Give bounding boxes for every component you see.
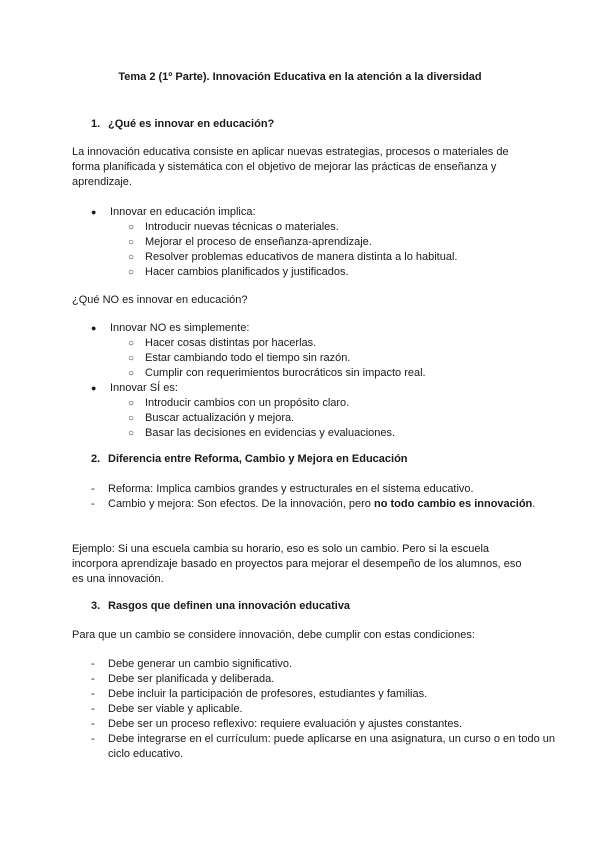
sublist-item: ○ Basar las decisiones en evidencias y evaluaciones. — [145, 426, 580, 441]
innovar-no-es-list — [110, 321, 580, 441]
list-item — [108, 497, 578, 512]
list-item: - Debe ser planificada y deliberada. — [108, 672, 578, 687]
sublist-item: ○ Estar cambiando todo el tiempo sin razón. — [145, 351, 580, 366]
reforma-cambio-list — [108, 482, 578, 512]
sublist — [145, 396, 580, 441]
list-item — [110, 381, 580, 441]
section-3-intro: Para que un cambio se considere innovación, debe cumplir con estas condiciones: — [72, 629, 475, 641]
item-text-end: . — [532, 498, 536, 510]
sublist-item: ○ Cumplir con requerimientos burocráticos sin impacto real. — [145, 366, 580, 381]
sublist-item: ○ Hacer cambios planificados y justificados. — [145, 265, 580, 280]
sublist — [145, 336, 580, 381]
section-1-number: 1. — [91, 118, 101, 130]
section-3-title: Rasgos que definen una innovación educativa — [108, 600, 351, 612]
section-2-heading — [91, 453, 408, 465]
list-item: - Debe ser viable y aplicable. — [108, 702, 578, 717]
sublist-item: ○ Resolver problemas educativos de manera distinta a lo habitual. — [145, 250, 580, 265]
list-label: Innovar SÍ es: — [110, 382, 178, 394]
section-3-heading — [91, 600, 350, 612]
item-text: Cambio y mejora: Son efectos. De la innovación, pero — [108, 498, 374, 510]
section-2-title: Diferencia entre Reforma, Cambio y Mejora en Educación — [108, 453, 408, 465]
sublist-item: ○ Buscar actualización y mejora. — [145, 411, 580, 426]
sublist-item: ○ Hacer cosas distintas por hacerlas. — [145, 336, 580, 351]
example-paragraph: Ejemplo: Si una escuela cambia su horario, eso es solo un cambio. Pero si la escuela incorpora aprendizaje basado en proyectos para mejorar el desempeño de los alumnos, eso es una innovación. — [72, 543, 522, 585]
sublist-item: ○ Introducir cambios con un propósito claro. — [145, 396, 580, 411]
list-label: Innovar en educación implica: — [110, 206, 256, 218]
list-item — [110, 205, 580, 280]
section-1-heading — [91, 118, 274, 130]
innovar-implica-list — [110, 205, 580, 280]
sublist-item: ○ Introducir nuevas técnicas o materiales. — [145, 220, 580, 235]
section-3-number: 3. — [91, 600, 101, 612]
list-item: - Debe incluir la participación de profesores, estudiantes y familias. — [108, 687, 578, 702]
rasgos-list — [108, 657, 578, 762]
list-item: - Debe generar un cambio significativo. — [108, 657, 578, 672]
section-1-intro: La innovación educativa consiste en aplicar nuevas estrategias, procesos o materiales de forma planificada y sistemática con el objetivo de mejorar las prácticas de enseñanza y aprendizaje. — [72, 146, 509, 188]
list-item: - Reforma: Implica cambios grandes y estructurales en el sistema educativo. — [108, 482, 578, 497]
section-2-number: 2. — [91, 453, 101, 465]
sublist — [145, 220, 580, 280]
document-title: Tema 2 (1º Parte). Innovación Educativa en la atención a la diversidad — [118, 71, 482, 83]
list-label: Innovar NO es simplemente: — [110, 322, 250, 334]
section-1-title: ¿Qué es innovar en educación? — [108, 118, 275, 130]
sublist-item: ○ Mejorar el proceso de enseñanza-aprendizaje. — [145, 235, 580, 250]
list-item: - Debe ser un proceso reflexivo: requiere evaluación y ajustes constantes. — [108, 717, 578, 732]
list-item: - Debe integrarse en el currículum: puede aplicarse en una asignatura, un curso o en todo un ciclo educativo. — [108, 732, 578, 762]
question-not-innovation: ¿Qué NO es innovar en educación? — [72, 294, 248, 306]
item-bold-text: no todo cambio es innovación — [373, 498, 533, 510]
list-item — [110, 321, 580, 381]
